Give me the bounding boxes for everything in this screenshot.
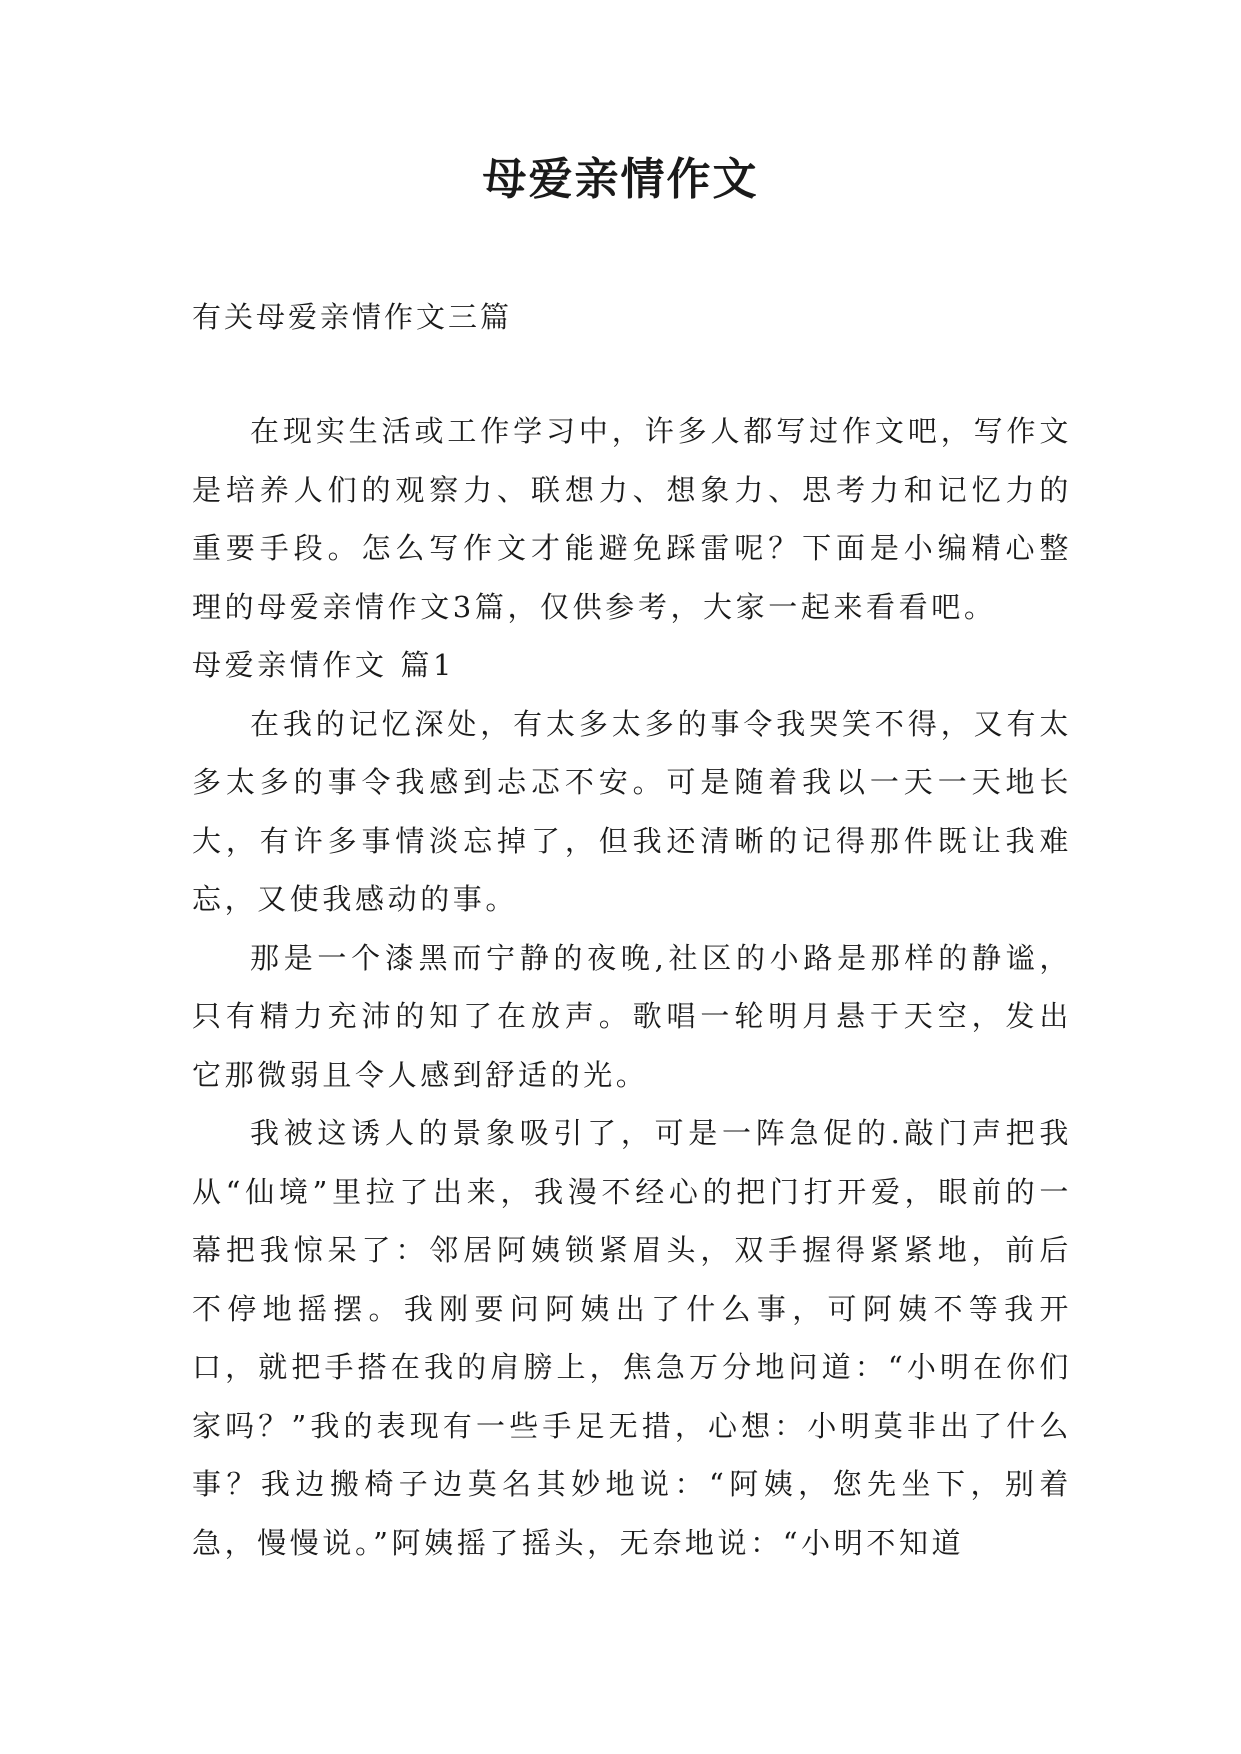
- intro-paragraph: 在现实生活或工作学习中，许多人都写过作文吧，写作文是培养人们的观察力、联想力、想象力、思考力和记忆力的重要手段。怎么写作文才能避免踩雷呢？下面是小编精心整理的母爱亲情作文3篇，仅供参考，大家一起来看看吧。: [192, 414, 1072, 624]
- document-title: 母爱亲情作文: [482, 154, 759, 205]
- document-body: [192, 402, 1072, 1572]
- document-subtitle: 有关母爱亲情作文三篇: [192, 300, 513, 334]
- body-paragraph-2: 那是一个漆黑而宁静的夜晚,社区的小路是那样的静谧，只有精力充沛的知了在放声。歌唱一轮明月悬于天空，发出它那微弱且令人感到舒适的光。: [192, 940, 1072, 1092]
- body-paragraph-1: 在我的记忆深处，有太多太多的事令我哭笑不得，又有太多太多的事令我感到忐忑不安。可是随着我以一天一天地长大，有许多事情淡忘掉了，但我还清晰的记得那件既让我难忘，又使我感动的事。: [192, 706, 1072, 916]
- body-paragraph-3: 我被这诱人的景象吸引了，可是一阵急促的.敲门声把我从“仙境”里拉了出来，我漫不经心的把门打开爱，眼前的一幕把我惊呆了：邻居阿姨锁紧眉头，双手握得紧紧地，前后不停地摇摆。我刚要问阿姨出了什么事，可阿姨不等我开口，就把手搭在我的肩膀上，焦急万分地问道：“小明在你们家吗？”我的表现有一些手足无措，心想：小明莫非出了什么事？我边搬椅子边莫名其妙地说：“阿姨，您先坐下，别着急，慢慢说。”阿姨摇了摇头，无奈地说：“小明不知道: [192, 1116, 1072, 1560]
- section-heading: 母爱亲情作文 篇1: [192, 648, 456, 682]
